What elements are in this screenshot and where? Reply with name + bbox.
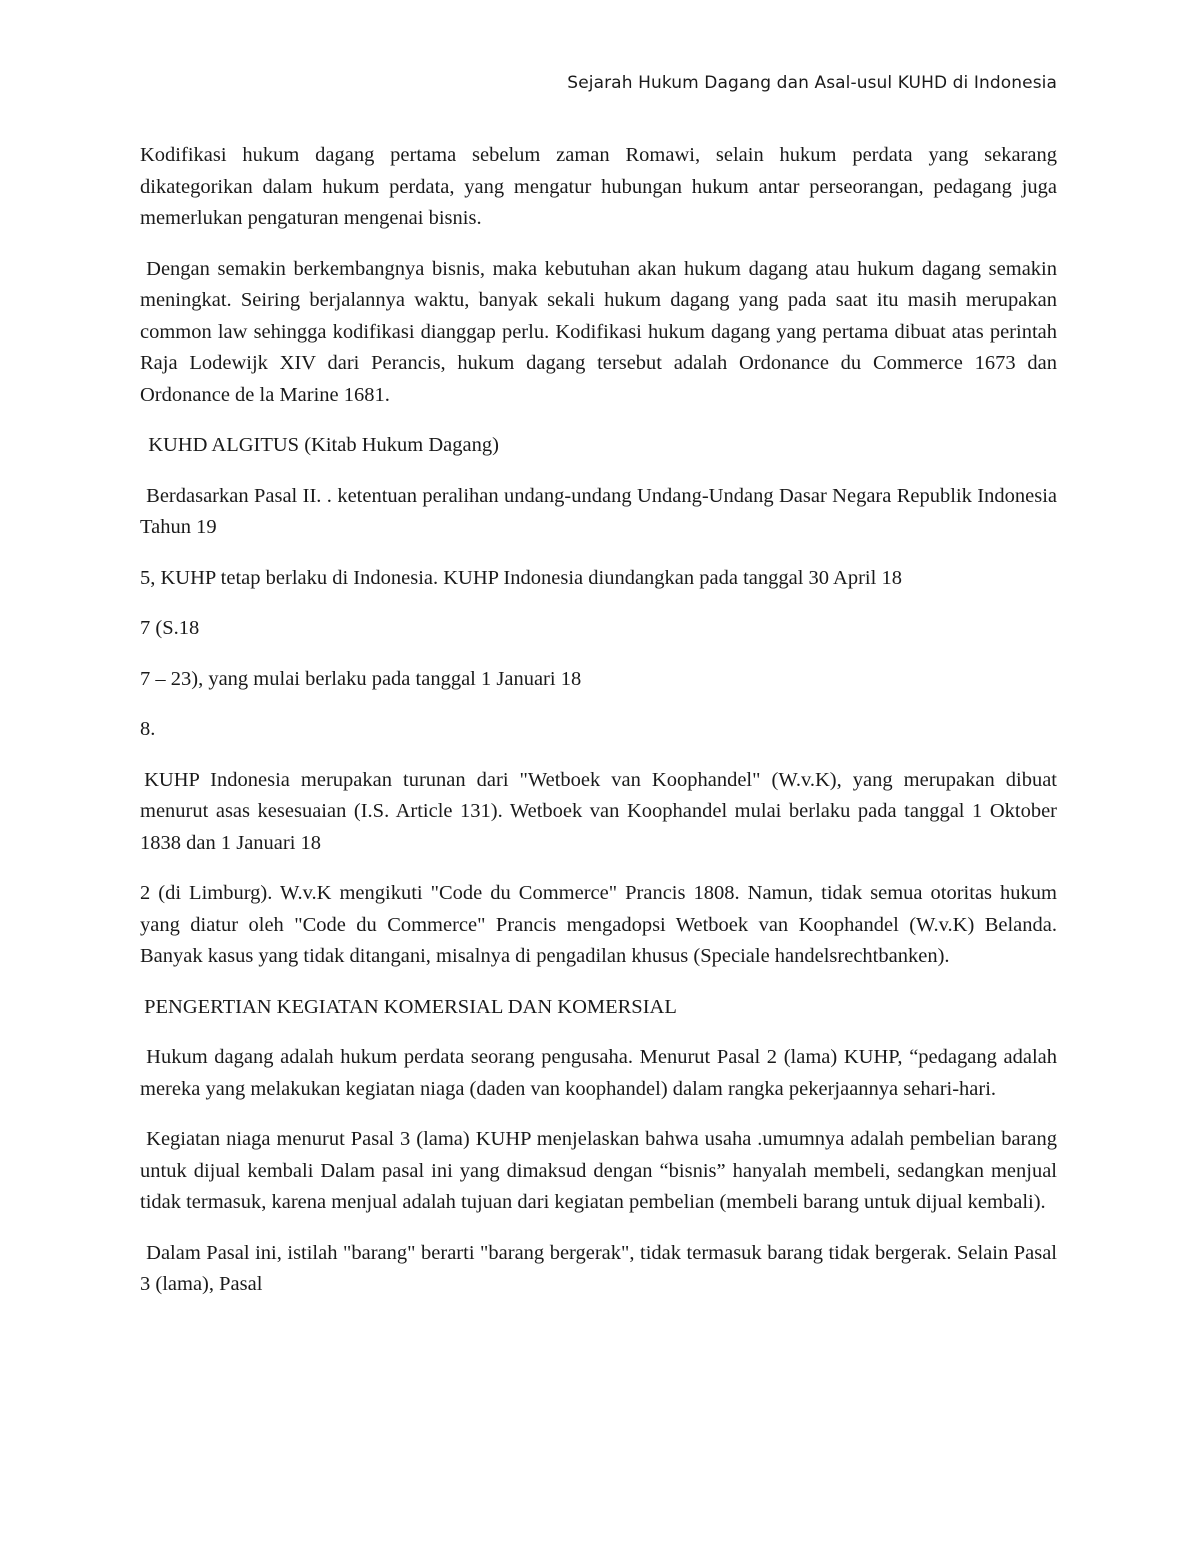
paragraph-perkembangan-bisnis: Dengan semakin berkembangnya bisnis, maka kebutuhan akan hukum dagang atau hukum dagang semakin meningkat. Seiring berjalannya waktu, banyak sekali hukum dagang yang pada saat itu masih merupakan common law sehingga kodifikasi dianggap perlu. Kodifikasi hukum dagang yang pertama dibuat atas perintah Raja Lodewijk XIV dari Perancis, hukum dagang tersebut adalah Ordonance du Commerce 1673 dan Ordonance de la Marine 1681.: [140, 257, 1057, 406]
paragraph-wetboek: KUHP Indonesia merupakan turunan dari "Wetboek van Koophandel" (W.v.K), yang merupakan dibuat menurut asas kesesuaian (I.S. Article 131). Wetboek van Koophandel mulai berlaku pada tanggal 1 Oktober 1838 dan 1 Januari 18: [140, 768, 1057, 854]
section-heading-kuhd: KUHD ALGITUS (Kitab Hukum Dagang): [148, 434, 499, 456]
paragraph-mulai-berlaku: 7 – 23), yang mulai berlaku pada tanggal 1 Januari 18: [140, 667, 582, 690]
paragraph-barang-bergerak: Dalam Pasal ini, istilah "barang" berarti "barang bergerak", tidak termasuk barang tidak bergerak. Selain Pasal 3 (lama), Pasal: [140, 1241, 1057, 1295]
paragraph-kegiatan-niaga: Kegiatan niaga menurut Pasal 3 (lama) KUHP menjelaskan bahwa usaha .umumnya adalah pembelian barang untuk dijual kembali Dalam pasal ini yang dimaksud dengan “bisnis” hanyalah membeli, sedangkan menjual tidak termasuk, karena menjual adalah tujuan dari kegiatan pembelian (membeli barang untuk dijual kembali).: [140, 1128, 1057, 1213]
section-heading-pengertian: PENGERTIAN KEGIATAN KOMERSIAL DAN KOMERSIAL: [144, 995, 677, 1018]
paragraph-fragment: 8.: [140, 718, 156, 740]
running-header: Sejarah Hukum Dagang dan Asal-usul KUHD di Indonesia: [567, 73, 1057, 93]
paragraph-pasal-ii: Berdasarkan Pasal II. . ketentuan peralihan undang-undang Undang-Undang Dasar Negara Republik Indonesia Tahun 19: [140, 484, 1057, 538]
paragraph-kuhp-berlaku: 5, KUHP tetap berlaku di Indonesia. KUHP Indonesia diundangkan pada tanggal 30 April 18: [140, 566, 902, 589]
document-body: [140, 140, 1057, 1320]
paragraph-kodifikasi: Kodifikasi hukum dagang pertama sebelum zaman Romawi, selain hukum perdata yang sekarang dikategorikan dalam hukum perdata, yang mengatur hubungan hukum antar perseorangan, pedagang juga memerlukan pengaturan mengenai bisnis.: [140, 144, 1057, 229]
paragraph-staatsblad: 7 (S.18: [140, 617, 200, 639]
paragraph-code-du-commerce: 2 (di Limburg). W.v.K mengikuti "Code du Commerce" Prancis 1808. Namun, tidak semua otoritas hukum yang diatur oleh "Code du Commerce" Prancis mengadopsi Wetboek van Koophandel (W.v.K) Belanda. Banyak kasus yang tidak ditangani, misalnya di pengadilan khusus (Speciale handelsrechtbanken).: [140, 882, 1057, 967]
paragraph-hukum-dagang: Hukum dagang adalah hukum perdata seorang pengusaha. Menurut Pasal 2 (lama) KUHP, “pedagang adalah mereka yang melakukan kegiatan niaga (daden van koophandel) dalam rangka pekerjaannya sehari-hari.: [140, 1046, 1057, 1100]
